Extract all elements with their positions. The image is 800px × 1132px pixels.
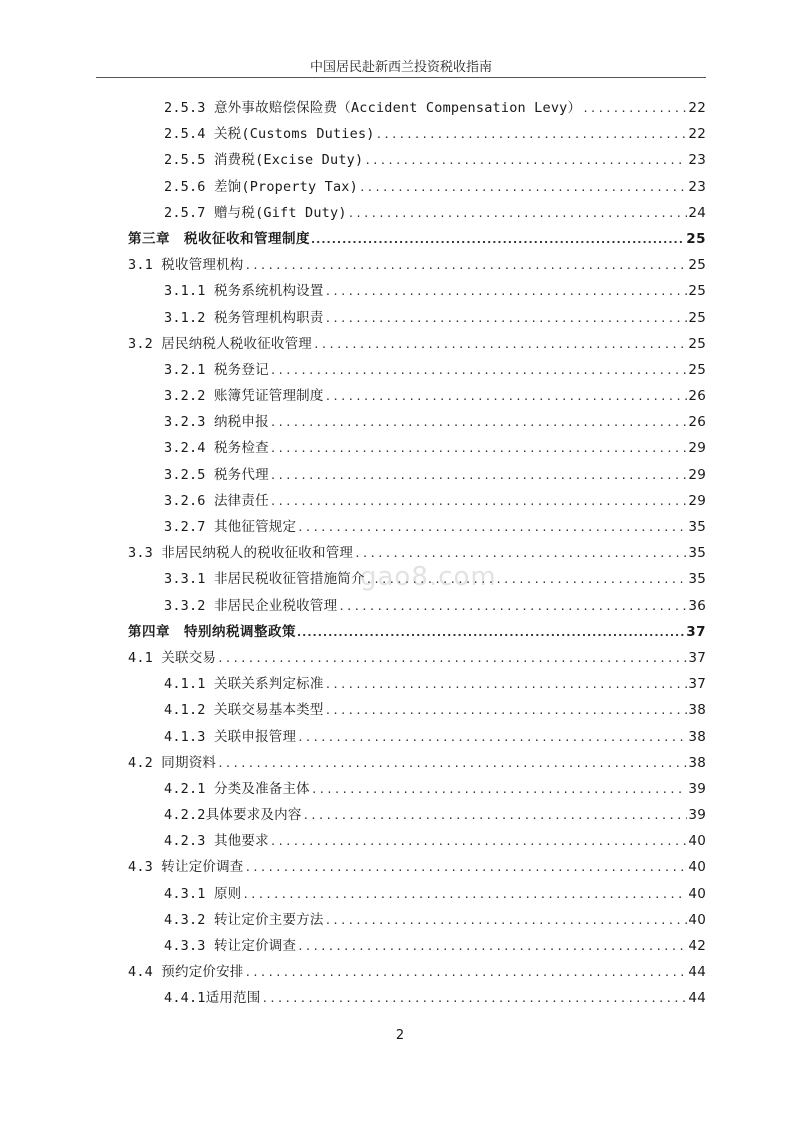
toc-dot-leader [311, 227, 685, 253]
toc-dot-leader [270, 463, 688, 489]
toc-entry-page: 35 [688, 571, 706, 588]
toc-dot-leader [303, 803, 688, 829]
toc-entry-page: 22 [688, 100, 706, 116]
toc-entry-title: 2.5.6 差饷(Property Tax) [164, 178, 358, 195]
toc-entry[interactable] [128, 881, 706, 907]
toc-entry-title: 3.3.1 非居民税收征管措施简介 [164, 571, 365, 588]
toc-entry-title: 第四章 特别纳税调整政策 [128, 623, 296, 640]
toc-entry-page: 26 [688, 414, 706, 431]
header-rule [96, 77, 706, 78]
toc-dot-leader [297, 620, 685, 646]
toc-entry[interactable] [128, 357, 706, 383]
toc-entry-title: 4.2 同期资料 [128, 754, 217, 771]
toc-entry-title: 4.3.1 原则 [164, 885, 242, 902]
toc-entry-title: 2.5.5 消费税(Excise Duty) [164, 152, 364, 169]
toc-dot-leader [270, 410, 688, 436]
toc-entry-page: 37 [688, 676, 706, 693]
toc-entry[interactable] [128, 645, 706, 671]
toc-entry-page: 38 [688, 754, 706, 771]
toc-dot-leader [270, 436, 688, 462]
toc-dot-leader [366, 567, 688, 593]
toc-dot-leader [311, 777, 688, 803]
toc-entry-page: 40 [688, 833, 706, 850]
toc-dot-leader [245, 855, 688, 881]
toc-entry[interactable] [128, 435, 706, 461]
toc-entry-title: 3.2.6 法律责任 [164, 492, 269, 509]
toc-entry-title: 4.3 转让定价调查 [128, 859, 244, 876]
toc-dot-leader [338, 594, 687, 620]
toc-entry-title: 3.2.2 账簿凭证管理制度 [164, 388, 324, 405]
toc-entry-page: 38 [688, 702, 706, 719]
toc-dot-leader [297, 515, 687, 541]
toc-entry-page: 25 [688, 361, 706, 378]
toc-entry[interactable] [128, 724, 706, 750]
toc-dot-leader [348, 201, 688, 227]
toc-dot-leader [297, 934, 687, 960]
toc-entry-page: 23 [688, 178, 706, 195]
toc-entry[interactable] [128, 383, 706, 409]
toc-entry-page: 29 [688, 466, 706, 483]
toc-entry-page: 25 [688, 309, 706, 326]
toc-entry-title: 4.1.2 关联交易基本类型 [164, 702, 324, 719]
toc-dot-leader [364, 148, 687, 174]
toc-entry-page: 38 [688, 728, 706, 745]
toc-dot-leader [270, 358, 688, 384]
toc-entry-title: 3.2.1 税务登记 [164, 361, 269, 378]
toc-entry-title: 4.2.3 其他要求 [164, 833, 269, 850]
toc-entry-page: 35 [688, 519, 706, 535]
toc-entry-page: 40 [688, 859, 706, 876]
toc-entry-page: 25 [686, 230, 706, 247]
toc-entry-page: 39 [688, 780, 706, 797]
toc-entry[interactable] [128, 828, 706, 854]
toc-entry[interactable] [128, 147, 706, 173]
toc-entry[interactable] [128, 95, 706, 121]
toc-dot-leader [325, 384, 688, 410]
toc-entry-title: 4.3.3 转让定价调查 [164, 938, 297, 954]
toc-entry-title: 4.4 预约定价安排 [128, 964, 244, 981]
toc-entry-page: 36 [688, 597, 706, 614]
watermark: gao8.com [360, 562, 497, 592]
toc-entry-title: 3.2.5 税务代理 [164, 466, 269, 483]
toc-entry[interactable] [128, 200, 706, 226]
toc-entry[interactable] [128, 409, 706, 435]
toc-dot-leader [325, 279, 688, 305]
toc-entry-title: 4.1 关联交易 [128, 649, 217, 666]
toc-dot-leader [376, 122, 688, 148]
toc-dot-leader [245, 960, 688, 986]
toc-entry-page: 22 [688, 126, 706, 143]
toc-entry-page: 37 [688, 649, 706, 666]
toc-entry-page: 25 [688, 257, 706, 274]
toc-dot-leader [270, 489, 688, 515]
toc-entry-title: 2.5.7 赠与税(Gift Duty) [164, 204, 347, 221]
toc-entry[interactable] [128, 540, 706, 566]
toc-dot-leader [354, 541, 687, 567]
toc-dot-leader [313, 332, 687, 358]
toc-entry-page: 35 [688, 545, 706, 562]
toc-entry-title: 4.2.2具体要求及内容 [164, 807, 302, 824]
toc-entry-page: 24 [688, 204, 706, 221]
toc-dot-leader [582, 96, 687, 122]
toc-entry-page: 29 [688, 440, 706, 457]
toc-entry[interactable] [128, 462, 706, 488]
toc-entry-title: 3.3 非居民纳税人的税收征收和管理 [128, 545, 354, 562]
toc-entry[interactable] [128, 488, 706, 514]
toc-entry-title: 3.1.1 税务系统机构设置 [164, 283, 324, 300]
toc-entry-page: 39 [688, 807, 706, 824]
toc-entry-page: 25 [688, 283, 706, 300]
page-number: 2 [395, 1028, 405, 1043]
toc-entry-title: 4.2.1 分类及准备主体 [164, 780, 310, 797]
toc-entry[interactable] [128, 776, 706, 802]
toc-entry[interactable] [128, 305, 706, 331]
toc-entry-title: 3.2.7 其他征管规定 [164, 519, 297, 535]
toc-dot-leader [242, 882, 687, 908]
toc-entry-title: 3.2.3 纳税申报 [164, 414, 269, 431]
toc-chapter-entry[interactable] [128, 619, 706, 645]
toc-chapter-entry[interactable] [128, 226, 706, 252]
toc-entry[interactable] [128, 985, 706, 1011]
toc-entry-title: 3.2 居民纳税人税收征收管理 [128, 335, 313, 352]
toc-entry-page: 44 [688, 964, 706, 981]
toc-dot-leader [245, 253, 688, 279]
toc-entry-title: 3.1 税收管理机构 [128, 257, 244, 274]
toc-entry-title: 第三章 税收征收和管理制度 [128, 230, 310, 247]
toc-entry[interactable] [128, 933, 706, 959]
toc-dot-leader [325, 672, 688, 698]
toc-entry[interactable] [128, 854, 706, 880]
toc-dot-leader [217, 751, 687, 777]
toc-entry[interactable] [128, 750, 706, 776]
toc-entry-page: 26 [688, 388, 706, 405]
toc-entry[interactable] [128, 278, 706, 304]
toc-entry-title: 4.4.1适用范围 [164, 990, 261, 1007]
toc-dot-leader [297, 725, 687, 751]
toc-dot-leader [359, 175, 687, 201]
toc-entry[interactable] [128, 121, 706, 147]
toc-entry-title: 3.2.4 税务检查 [164, 440, 269, 457]
toc-entry-page: 40 [688, 885, 706, 902]
toc-entry[interactable] [128, 566, 706, 592]
toc-entry-title: 3.1.2 税务管理机构职责 [164, 309, 324, 326]
toc-entry[interactable] [128, 593, 706, 619]
toc-dot-leader [325, 908, 688, 934]
toc-entry-title: 4.1.1 关联关系判定标准 [164, 676, 324, 693]
toc-entry-title: 4.3.2 转让定价主要方法 [164, 911, 324, 928]
toc-entry[interactable] [128, 907, 706, 933]
running-header: 中国居民赴新西兰投资税收指南 [309, 60, 492, 75]
toc-entry-page: 42 [688, 938, 706, 954]
toc-entry-title: 2.5.4 关税(Customs Duties) [164, 126, 375, 143]
toc-entry-page: 29 [688, 492, 706, 509]
toc-entry[interactable] [128, 252, 706, 278]
toc-entry-page: 25 [688, 335, 706, 352]
toc-entry-page: 23 [688, 152, 706, 169]
toc-entry[interactable] [128, 331, 706, 357]
toc-entry[interactable] [128, 697, 706, 723]
toc-dot-leader [217, 646, 687, 672]
toc-dot-leader [325, 306, 688, 332]
toc-dot-leader [325, 698, 688, 724]
toc-entry-page: 40 [688, 911, 706, 928]
toc-dot-leader [270, 829, 688, 855]
toc-entry[interactable] [128, 174, 706, 200]
toc-entry-title: 4.1.3 关联申报管理 [164, 728, 297, 745]
table-of-contents [128, 95, 706, 1012]
toc-entry[interactable] [128, 802, 706, 828]
toc-entry[interactable] [128, 514, 706, 540]
toc-entry-title: 2.5.3 意外事故赔偿保险费（Accident Compensation Levy） [164, 100, 582, 116]
toc-entry-title: 3.3.2 非居民企业税收管理 [164, 597, 338, 614]
toc-dot-leader [261, 986, 687, 1012]
toc-entry[interactable] [128, 959, 706, 985]
toc-entry-page: 44 [688, 990, 706, 1007]
toc-entry[interactable] [128, 671, 706, 697]
toc-entry-page: 37 [686, 623, 706, 640]
